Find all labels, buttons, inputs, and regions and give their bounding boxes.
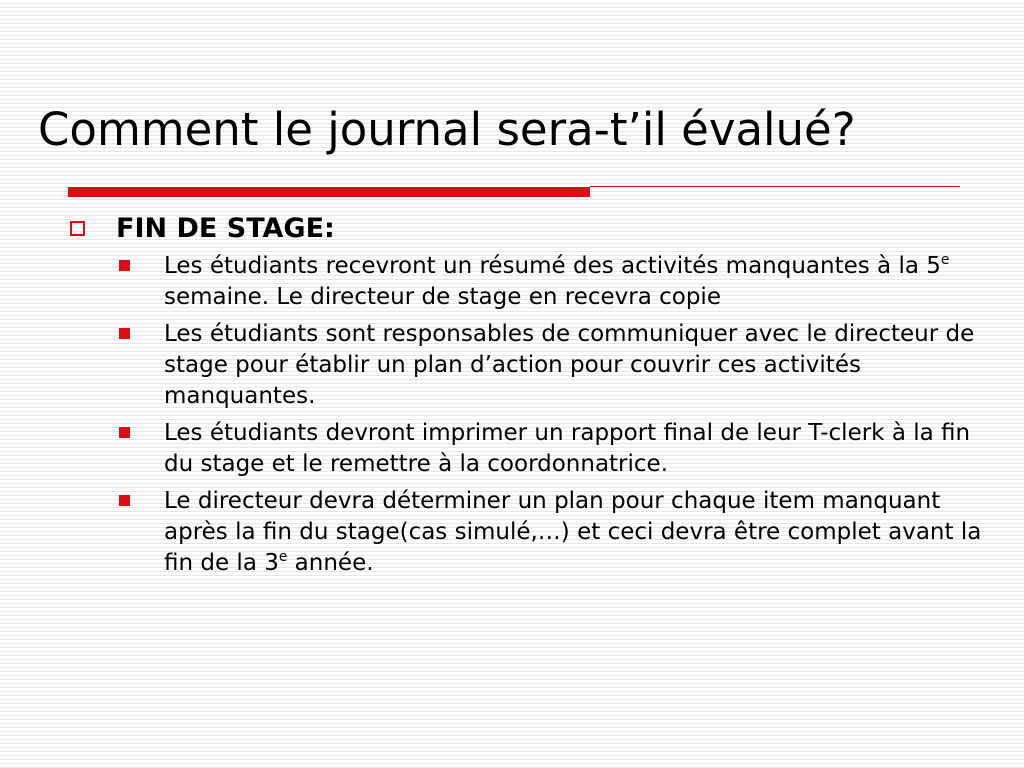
list-item [164, 319, 990, 412]
bullet-list [70, 251, 990, 579]
square-bullet-icon [119, 495, 130, 506]
list-item-text: Les étudiants recevront un résumé des activités manquantes à la 5 [164, 253, 941, 279]
list-item-superscript: e [940, 252, 950, 269]
hollow-square-bullet-icon [70, 221, 85, 236]
list-item-text: Les étudiants devront imprimer un rapport final de leur T-clerk à la fin du stage et le remettre à la coordonnatrice. [164, 420, 971, 477]
title-underline-thin [590, 186, 960, 187]
square-bullet-icon [119, 328, 130, 339]
list-item [164, 418, 990, 480]
list-item-text-continued: semaine. Le directeur de stage en recevra copie [164, 284, 721, 310]
list-item [164, 251, 990, 313]
list-item-text: Les étudiants sont responsables de communiquer avec le directeur de stage pour établir un plan d’action pour couvrir ces activités manquantes. [164, 321, 975, 409]
slide-body [70, 211, 990, 585]
section-heading-row [70, 211, 990, 247]
square-bullet-icon [119, 260, 130, 271]
square-bullet-icon [119, 427, 130, 438]
title-underline-thick [68, 187, 590, 197]
list-item-text-continued: année. [287, 550, 374, 576]
section-heading: FIN DE STAGE: [116, 213, 335, 244]
list-item-text: Le directeur devra déterminer un plan pour chaque item manquant après la fin du stage(cas simulé,…) et ceci devra être complet avant la fin de la 3 [164, 488, 982, 576]
list-item-superscript: e [278, 549, 288, 566]
list-item [164, 486, 990, 579]
slide-title: Comment le journal sera-t’il évalué? [38, 103, 856, 156]
